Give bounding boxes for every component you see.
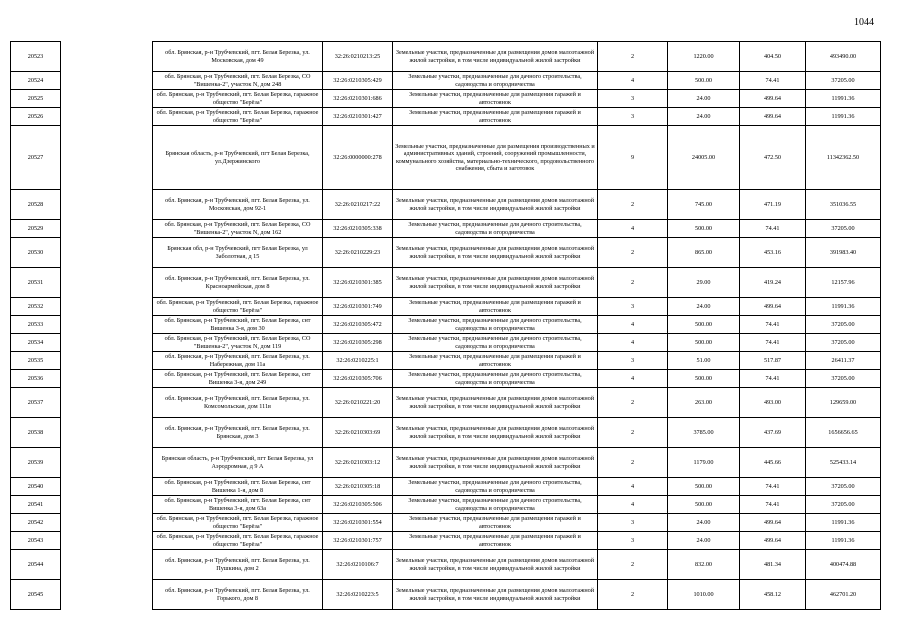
cadastral-number-cell: 32:26:0210305:506 [323, 496, 393, 514]
gap-cell [61, 448, 153, 478]
gap-cell [61, 42, 153, 72]
group-cell: 2 [598, 448, 668, 478]
area-cell: 500.00 [668, 334, 740, 352]
cadastral-number-cell: 32:26:0210305:429 [323, 72, 393, 90]
cadastral-number-cell: 32:26:0210305:338 [323, 220, 393, 238]
group-cell: 4 [598, 220, 668, 238]
area-cell: 745.00 [668, 190, 740, 220]
area-cell: 24005.00 [668, 126, 740, 190]
rate-cell: 74.41 [740, 496, 806, 514]
area-cell: 1179.00 [668, 448, 740, 478]
cadastral-value-cell: 400474.88 [806, 550, 881, 580]
address-cell: Брянская обл, р-н Трубчевский, пгт Белая Березка, ул Заболотная, д 15 [153, 238, 323, 268]
area-cell: 500.00 [668, 370, 740, 388]
table-row [11, 190, 881, 220]
row-number-cell: 20536 [11, 370, 61, 388]
cadastral-value-cell: 493490.00 [806, 42, 881, 72]
table-row [11, 388, 881, 418]
gap-cell [61, 72, 153, 90]
land-use-cell: Земельные участки, предназначенные для размещения домов малоэтажной жилой застройки, в том числе индивидуальной жилой застройки [393, 388, 598, 418]
cadastral-value-cell: 26411.37 [806, 352, 881, 370]
address-cell: Брянская область, р-н Трубчевский, пгт Белая Березка, ул.Дзержинского [153, 126, 323, 190]
gap-cell [61, 580, 153, 610]
cadastral-number-cell: 32:26:0210301:749 [323, 298, 393, 316]
land-use-cell: Земельные участки, предназначенные для размещения домов малоэтажной жилой застройки, в том числе индивидуальной жилой застройки [393, 580, 598, 610]
group-cell: 2 [598, 418, 668, 448]
table-body [11, 42, 881, 610]
cadastral-value-cell: 12157.96 [806, 268, 881, 298]
table-row [11, 126, 881, 190]
land-use-cell: Земельные участки, предназначенные для дачного строительства, садоводства и огородничества [393, 478, 598, 496]
area-cell: 3785.00 [668, 418, 740, 448]
rate-cell: 74.41 [740, 370, 806, 388]
gap-cell [61, 108, 153, 126]
area-cell: 24.00 [668, 514, 740, 532]
rate-cell: 419.24 [740, 268, 806, 298]
address-cell: обл. Брянская, р-н Трубчевский, пгт. Белая Березка, гаражное общество "Берёза" [153, 90, 323, 108]
address-cell: обл. Брянская, р-н Трубчевский, пгт. Белая Березка, СО "Вишенка-2", участок N, дом 162 [153, 220, 323, 238]
row-number-cell: 20543 [11, 532, 61, 550]
rate-cell: 472.50 [740, 126, 806, 190]
land-use-cell: Земельные участки, предназначенные для дачного строительства, садоводства и огородничества [393, 370, 598, 388]
cadastral-value-cell: 37205.00 [806, 496, 881, 514]
table-row [11, 514, 881, 532]
group-cell: 4 [598, 334, 668, 352]
row-number-cell: 20532 [11, 298, 61, 316]
gap-cell [61, 190, 153, 220]
row-number-cell: 20528 [11, 190, 61, 220]
gap-cell [61, 496, 153, 514]
address-cell: обл. Брянская, р-н Трубчевский, пгт. Белая Березка, ул. Горького, дом 8 [153, 580, 323, 610]
group-cell: 4 [598, 370, 668, 388]
area-cell: 1220.00 [668, 42, 740, 72]
area-cell: 263.00 [668, 388, 740, 418]
group-cell: 2 [598, 550, 668, 580]
land-use-cell: Земельные участки, предназначенные для размещения домов малоэтажной жилой застройки, в том числе индивидуальной жилой застройки [393, 550, 598, 580]
row-number-cell: 20545 [11, 580, 61, 610]
gap-cell [61, 370, 153, 388]
cadastral-number-cell: 32:26:0210213:25 [323, 42, 393, 72]
table-row [11, 496, 881, 514]
cadastral-value-cell: 11342362.50 [806, 126, 881, 190]
gap-cell [61, 418, 153, 448]
row-number-cell: 20523 [11, 42, 61, 72]
land-use-cell: Земельные участки, предназначенные для дачного строительства, садоводства и огородничества [393, 334, 598, 352]
table-row [11, 90, 881, 108]
table-row [11, 418, 881, 448]
land-use-cell: Земельные участки, предназначенные для размещения домов малоэтажной жилой застройки, в том числе индивидуальной жилой застройки [393, 238, 598, 268]
rate-cell: 74.41 [740, 478, 806, 496]
table-row [11, 298, 881, 316]
group-cell: 2 [598, 388, 668, 418]
rate-cell: 74.41 [740, 72, 806, 90]
rate-cell: 517.87 [740, 352, 806, 370]
address-cell: обл. Брянская, р-н Трубчевский, пгт. Белая Березка, снт Вишенка 3-я, дом 63а [153, 496, 323, 514]
cadastral-number-cell: 32:26:0210221:20 [323, 388, 393, 418]
gap-cell [61, 316, 153, 334]
gap-cell [61, 514, 153, 532]
row-number-cell: 20534 [11, 334, 61, 352]
table-row [11, 220, 881, 238]
rate-cell: 74.41 [740, 220, 806, 238]
gap-cell [61, 298, 153, 316]
cadastral-value-cell: 1656656.65 [806, 418, 881, 448]
gap-cell [61, 352, 153, 370]
group-cell: 4 [598, 316, 668, 334]
rate-cell: 445.66 [740, 448, 806, 478]
cadastral-value-cell: 129659.00 [806, 388, 881, 418]
row-number-cell: 20530 [11, 238, 61, 268]
rate-cell: 458.12 [740, 580, 806, 610]
cadastral-value-cell: 37205.00 [806, 316, 881, 334]
address-cell: обл. Брянская, р-н Трубчевский, пгт. Белая Березка, гаражное общество "Берёза" [153, 108, 323, 126]
rate-cell: 499.64 [740, 532, 806, 550]
land-use-cell: Земельные участки, предназначенные для размещения гаражей и автостоянок [393, 90, 598, 108]
cadastral-value-cell: 37205.00 [806, 334, 881, 352]
cadastral-value-cell: 11991.36 [806, 90, 881, 108]
address-cell: обл. Брянская, р-н Трубчевский, пгт. Белая Березка, гаражное общество "Берёза" [153, 298, 323, 316]
row-number-cell: 20524 [11, 72, 61, 90]
address-cell: обл. Брянская, р-н Трубчевский, пгт. Белая Березка, СО "Вишенка-2", участок N, дом 248 [153, 72, 323, 90]
area-cell: 24.00 [668, 108, 740, 126]
group-cell: 4 [598, 72, 668, 90]
group-cell: 2 [598, 42, 668, 72]
address-cell: обл. Брянская, р-н Трубчевский, пгт. Белая Березка, ул. Московская, дом 49 [153, 42, 323, 72]
cadastral-number-cell: 32:26:0210301:427 [323, 108, 393, 126]
address-cell: обл. Брянская, р-н Трубчевский, пгт. Белая Березка, гаражное общество "Берёза" [153, 514, 323, 532]
area-cell: 500.00 [668, 316, 740, 334]
area-cell: 24.00 [668, 90, 740, 108]
gap-cell [61, 532, 153, 550]
row-number-cell: 20542 [11, 514, 61, 532]
table-row [11, 334, 881, 352]
address-cell: обл. Брянская, р-н Трубчевский, пгт. Белая Березка, СО "Вишенка-2", участок N, дом 119 [153, 334, 323, 352]
address-cell: обл. Брянская, р-н Трубчевский, пгт. Белая Березка, ул. Набережная, дом 11а [153, 352, 323, 370]
row-number-cell: 20540 [11, 478, 61, 496]
row-number-cell: 20535 [11, 352, 61, 370]
group-cell: 9 [598, 126, 668, 190]
rate-cell: 499.64 [740, 90, 806, 108]
group-cell: 3 [598, 352, 668, 370]
land-use-cell: Земельные участки, предназначенные для дачного строительства, садоводства и огородничества [393, 496, 598, 514]
table-row [11, 238, 881, 268]
land-use-cell: Земельные участки, предназначенные для размещения домов малоэтажной жилой застройки, в том числе индивидуальной жилой застройки [393, 418, 598, 448]
cadastral-value-cell: 391983.40 [806, 238, 881, 268]
table-row [11, 532, 881, 550]
group-cell: 3 [598, 532, 668, 550]
cadastral-number-cell: 32:26:0210229:23 [323, 238, 393, 268]
row-number-cell: 20538 [11, 418, 61, 448]
area-cell: 865.00 [668, 238, 740, 268]
row-number-cell: 20541 [11, 496, 61, 514]
row-number-cell: 20529 [11, 220, 61, 238]
table-row [11, 42, 881, 72]
area-cell: 500.00 [668, 478, 740, 496]
cadastral-number-cell: 32:26:0210305:18 [323, 478, 393, 496]
address-cell: обл. Брянская, р-н Трубчевский, пгт. Белая Березка, гаражное общество "Берёза" [153, 532, 323, 550]
table-row [11, 580, 881, 610]
land-use-cell: Земельные участки, предназначенные для размещения домов малоэтажной жилой застройки, в том числе индивидуальной жилой застройки [393, 190, 598, 220]
table-row [11, 478, 881, 496]
table-row [11, 72, 881, 90]
area-cell: 500.00 [668, 220, 740, 238]
cadastral-value-cell: 37205.00 [806, 72, 881, 90]
land-use-cell: Земельные участки, предназначенные для размещения гаражей и автостоянок [393, 532, 598, 550]
row-number-cell: 20531 [11, 268, 61, 298]
cadastral-value-cell: 37205.00 [806, 370, 881, 388]
gap-cell [61, 126, 153, 190]
cadastral-number-cell: 32:26:0210305:706 [323, 370, 393, 388]
cadastral-number-cell: 32:26:0210303:69 [323, 418, 393, 448]
land-use-cell: Земельные участки, предназначенные для размещения домов малоэтажной жилой застройки, в том числе индивидуальной жилой застройки [393, 42, 598, 72]
land-use-cell: Земельные участки, предназначенные для размещения гаражей и автостоянок [393, 108, 598, 126]
rate-cell: 499.64 [740, 514, 806, 532]
rate-cell: 437.69 [740, 418, 806, 448]
gap-cell [61, 478, 153, 496]
table-row [11, 448, 881, 478]
address-cell: обл. Брянская, р-н Трубчевский, пгт. Белая Березка, снт Вишенка 1-я, дом 8 [153, 478, 323, 496]
rate-cell: 453.16 [740, 238, 806, 268]
group-cell: 2 [598, 238, 668, 268]
area-cell: 832.00 [668, 550, 740, 580]
cadastral-value-cell: 11991.36 [806, 514, 881, 532]
cadastral-number-cell: 32:26:0210305:298 [323, 334, 393, 352]
cadastral-number-cell: 32:26:0210301:385 [323, 268, 393, 298]
gap-cell [61, 334, 153, 352]
row-number-cell: 20544 [11, 550, 61, 580]
gap-cell [61, 90, 153, 108]
row-number-cell: 20533 [11, 316, 61, 334]
cadastral-value-table [10, 41, 881, 610]
land-use-cell: Земельные участки, предназначенные для размещения гаражей и автостоянок [393, 298, 598, 316]
area-cell: 1010.00 [668, 580, 740, 610]
gap-cell [61, 268, 153, 298]
cadastral-value-cell: 11991.36 [806, 298, 881, 316]
land-use-cell: Земельные участки, предназначенные для дачного строительства, садоводства и огородничества [393, 316, 598, 334]
group-cell: 2 [598, 268, 668, 298]
cadastral-value-cell: 37205.00 [806, 478, 881, 496]
page-number: 1044 [854, 17, 874, 28]
cadastral-number-cell: 32:26:0210106:7 [323, 550, 393, 580]
rate-cell: 493.00 [740, 388, 806, 418]
group-cell: 3 [598, 108, 668, 126]
cadastral-value-cell: 37205.00 [806, 220, 881, 238]
table-row [11, 352, 881, 370]
address-cell: Брянская область, р-н Трубчевский, пгт Белая Березка, ул Аэродромная, д 9 А [153, 448, 323, 478]
area-cell: 24.00 [668, 298, 740, 316]
group-cell: 4 [598, 496, 668, 514]
land-use-cell: Земельные участки, предназначенные для размещения гаражей и автостоянок [393, 352, 598, 370]
address-cell: обл. Брянская, р-н Трубчевский, пгт. Белая Березка, ул. Брянская, дом 3 [153, 418, 323, 448]
gap-cell [61, 220, 153, 238]
cadastral-value-cell: 351036.55 [806, 190, 881, 220]
group-cell: 3 [598, 90, 668, 108]
cadastral-number-cell: 32:26:0210223:5 [323, 580, 393, 610]
cadastral-number-cell: 32:26:0210225:1 [323, 352, 393, 370]
land-use-cell: Земельные участки, предназначенные для дачного строительства, садоводства и огородничества [393, 220, 598, 238]
row-number-cell: 20539 [11, 448, 61, 478]
group-cell: 4 [598, 478, 668, 496]
address-cell: обл. Брянская, р-н Трубчевский, пгт. Белая Березка, ул. Пушкина, дом 2 [153, 550, 323, 580]
cadastral-value-cell: 462701.20 [806, 580, 881, 610]
land-use-cell: Земельные участки, предназначенные для размещения домов малоэтажной жилой застройки, в том числе индивидуальной жилой застройки [393, 448, 598, 478]
cadastral-number-cell: 32:26:0210305:472 [323, 316, 393, 334]
address-cell: обл. Брянская, р-н Трубчевский, пгт. Белая Березка, снт Вишенка 3-я, дом 249 [153, 370, 323, 388]
gap-cell [61, 388, 153, 418]
area-cell: 500.00 [668, 72, 740, 90]
table-row [11, 316, 881, 334]
table-row [11, 108, 881, 126]
address-cell: обл. Брянская, р-н Трубчевский, пгт. Белая Березка, ул. Комсомольская, дом 111в [153, 388, 323, 418]
row-number-cell: 20525 [11, 90, 61, 108]
area-cell: 51.00 [668, 352, 740, 370]
address-cell: обл. Брянская, р-н Трубчевский, пгт. Белая Березка, ул. Московская, дом 92-1 [153, 190, 323, 220]
group-cell: 2 [598, 580, 668, 610]
rate-cell: 499.64 [740, 108, 806, 126]
rate-cell: 74.41 [740, 334, 806, 352]
table-row [11, 268, 881, 298]
cadastral-number-cell: 32:26:0000000:278 [323, 126, 393, 190]
cadastral-number-cell: 32:26:0210301:686 [323, 90, 393, 108]
area-cell: 500.00 [668, 496, 740, 514]
area-cell: 29.00 [668, 268, 740, 298]
group-cell: 2 [598, 190, 668, 220]
group-cell: 3 [598, 298, 668, 316]
table-row [11, 550, 881, 580]
address-cell: обл. Брянская, р-н Трубчевский, пгт. Белая Березка, ул. Красноармейская, дом 8 [153, 268, 323, 298]
cadastral-value-cell: 11991.36 [806, 532, 881, 550]
gap-cell [61, 550, 153, 580]
area-cell: 24.00 [668, 532, 740, 550]
cadastral-number-cell: 32:26:0210217:22 [323, 190, 393, 220]
land-use-cell: Земельные участки, предназначенные для размещения гаражей и автостоянок [393, 514, 598, 532]
cadastral-number-cell: 32:26:0210303:12 [323, 448, 393, 478]
gap-cell [61, 238, 153, 268]
rate-cell: 404.50 [740, 42, 806, 72]
rate-cell: 499.64 [740, 298, 806, 316]
rate-cell: 74.41 [740, 316, 806, 334]
cadastral-number-cell: 32:26:0210301:554 [323, 514, 393, 532]
address-cell: обл. Брянская, р-н Трубчевский, пгт. Белая Березка, снт Вишенка 3-я, дом 30 [153, 316, 323, 334]
row-number-cell: 20537 [11, 388, 61, 418]
table-row [11, 370, 881, 388]
cadastral-value-cell: 11991.36 [806, 108, 881, 126]
row-number-cell: 20527 [11, 126, 61, 190]
group-cell: 3 [598, 514, 668, 532]
rate-cell: 471.19 [740, 190, 806, 220]
land-use-cell: Земельные участки, предназначенные для размещения домов малоэтажной жилой застройки, в том числе индивидуальной жилой застройки [393, 268, 598, 298]
land-use-cell: Земельные участки, предназначенные для дачного строительства, садоводства и огородничества [393, 72, 598, 90]
rate-cell: 481.34 [740, 550, 806, 580]
cadastral-number-cell: 32:26:0210301:757 [323, 532, 393, 550]
row-number-cell: 20526 [11, 108, 61, 126]
cadastral-value-cell: 525433.14 [806, 448, 881, 478]
land-use-cell: Земельные участки, предназначенные для размещения производственных и административных зданий, строений, сооружений промышленности, коммунального хозяйства, материально-технического, продовольственного снабжения, сбыта и заготовок [393, 126, 598, 190]
